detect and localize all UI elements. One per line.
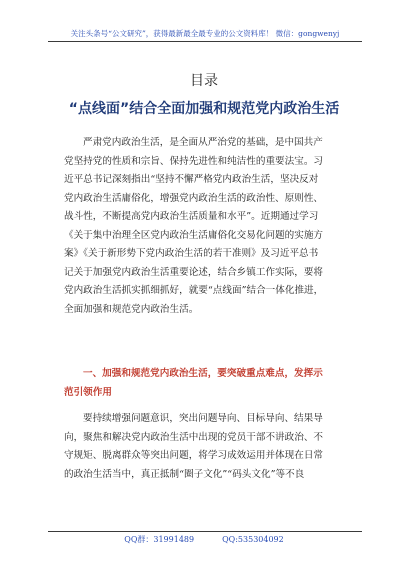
paragraph-line: 党内政治生活庸俗化，增强党内政治生活的政治性、原则性、: [64, 192, 324, 204]
paragraph-line: 战斗性，不断提高党内政治生活质量和水平”。近期通过学习: [64, 211, 319, 222]
section-heading-line: 范引领作用: [64, 386, 112, 398]
footer-divider: [48, 531, 362, 532]
paragraph-line: 守规矩、脱离群众等突出问题，将学习成效运用并体现在日常: [64, 450, 324, 461]
paragraph-intro: [64, 134, 346, 319]
paragraph-line: 近平总书记深刻指出“坚持不懈严格党内政治生活，坚决反对: [64, 174, 319, 185]
paragraph-line: 党坚持党的性质和宗旨、保持先进性和纯洁性的重要法宝。习: [64, 155, 324, 167]
toc-title: 目录: [190, 73, 218, 89]
paragraph-line: 的政治生活当中，真正抵制“圈子文化”“码头文化”等不良: [64, 468, 305, 480]
paragraph-section-body: [64, 410, 346, 484]
footer-qq-group: QQ群：31991489: [124, 535, 195, 544]
paragraph-line: 案》《关于新形势下党内政治生活的若干准则》及习近平总书: [64, 248, 319, 259]
header-banner: 关注头条号“公文研究”，获得最新最全最专业的公文资料库！ 微信：gongwenyj: [70, 29, 340, 38]
document-title: “点线面”结合全面加强和规范党内政治生活: [68, 101, 340, 117]
section-heading: [64, 365, 348, 402]
paragraph-line: 全面加强和规范党内政治生活。: [64, 303, 199, 315]
footer: [0, 534, 408, 546]
footer-qq: QQ:535304092: [222, 535, 284, 544]
paragraph-line: 《关于集中治理全区党内政治生活庸俗化交易化问题的实施方: [64, 229, 324, 241]
paragraph-line: 要持续增强问题意识，突出问题导向、目标导向、结果导: [83, 413, 323, 424]
header-divider: [48, 41, 362, 42]
paragraph-line: 向，聚焦和解决党内政治生活中出现的党员干部不讲政治、不: [64, 431, 324, 443]
paragraph-line: 党内政治生活抓实抓细抓好，就要“点线面”结合一体化推进，: [64, 285, 324, 296]
paragraph-line: 严肃党内政治生活，是全面从严治党的基础，是中国共产: [83, 137, 323, 148]
section-heading-line: 一、加强和规范党内政治生活，要突破重点难点，发挥示: [83, 368, 323, 379]
paragraph-line: 记关于加强党内政治生活重要论述，结合乡镇工作实际，要将: [64, 266, 324, 278]
